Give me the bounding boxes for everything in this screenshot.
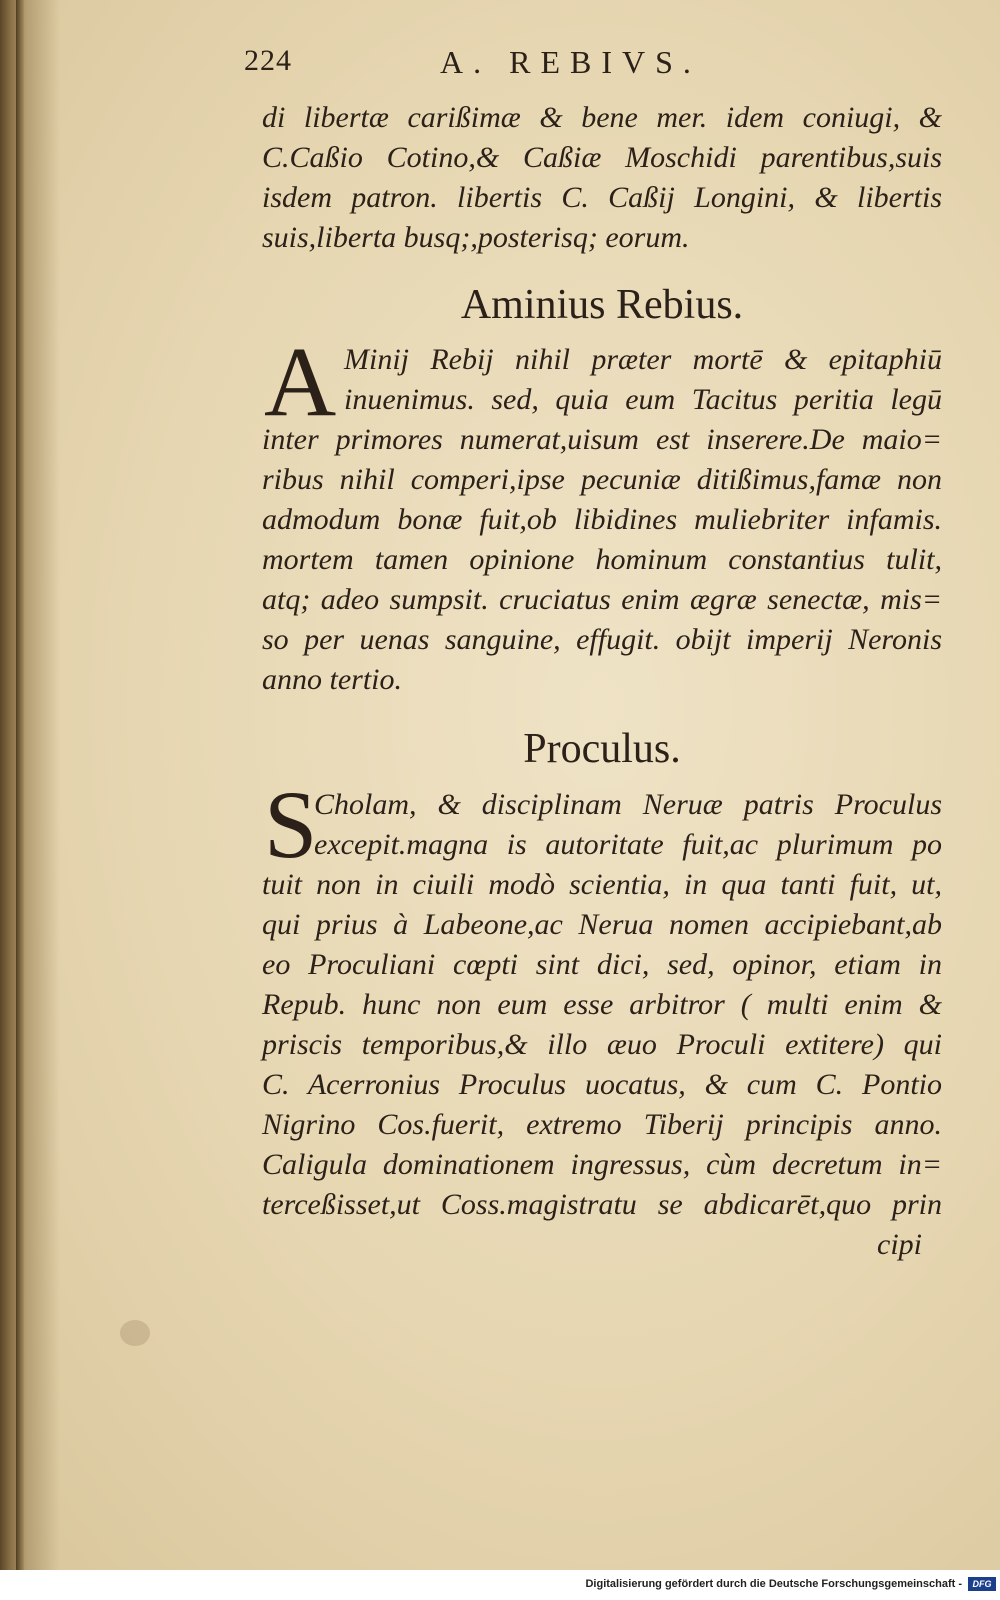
paragraph-proculus — [262, 771, 942, 1265]
text-line: excepit.magna is autoritate fuit,ac plurimum po — [314, 828, 942, 861]
text-line: atq; adeo sumpsit. cruciatus enim ægræ senectæ, mis= — [262, 583, 942, 616]
catchword: cipi — [877, 1228, 922, 1261]
binding-edge — [16, 0, 24, 1570]
text-line: Caligula dominationem ingressus, cùm decretum in= — [262, 1148, 942, 1181]
drop-cap: A — [264, 326, 337, 437]
running-head: A. REBIVS. — [440, 44, 701, 80]
text-line: terceßisset,ut Coss.magistratu se abdicarēt,quo prin — [262, 1188, 942, 1221]
text-line: isdem patron. libertis C. Caßij Longini, & libertis — [262, 181, 942, 214]
text-line: C. Acerronius Proculus uocatus, & cum C. Pontio — [262, 1068, 942, 1101]
paragraph-aminius — [262, 326, 942, 700]
digitization-footer — [0, 1570, 1000, 1600]
text-line: qui prius à Labeone,ac Nerua nomen accipiebant,ab — [262, 908, 942, 941]
text-line: anno tertio. — [262, 663, 402, 696]
text-line: priscis temporibus,& illo æuo Proculi extitere) qui — [262, 1028, 942, 1061]
text-line: inter primores numerat,uisum est inserere.De maio= — [262, 423, 942, 456]
continued-paragraph — [262, 98, 942, 258]
section-heading-aminius: Aminius Rebius. — [460, 282, 744, 328]
page-header — [240, 44, 940, 84]
text-line: eo Proculiani cœpti sint dici, sed, opinor, etiam in — [262, 948, 942, 981]
text-line: admodum bonæ fuit,ob libidines muliebriter infamis. — [262, 503, 942, 536]
book-spine-shadow — [0, 0, 60, 1570]
paper-stain — [120, 1320, 150, 1346]
text-line: ribus nihil comperi,ipse pecuniæ ditißimus,famæ non — [262, 463, 942, 496]
text-line: suis,liberta busq;,posterisq; eorum. — [262, 221, 690, 254]
text-line: inuenimus. sed, quia eum Tacitus peritia legū — [344, 383, 942, 416]
page-number: 224 — [244, 44, 292, 77]
text-line: Minij Rebij nihil præter mortē & epitaphiū — [344, 343, 942, 376]
text-line: mortem tamen opinione hominum constantius tulit, — [262, 543, 942, 576]
text-line: Nigrino Cos.fuerit, extremo Tiberij principis anno. — [262, 1108, 942, 1141]
text-line: tuit non in ciuili modò scientia, in qua tanti fuit, ut, — [262, 868, 942, 901]
funding-notice: Digitalisierung gefördert durch die Deutsche Forschungsgemeinschaft - — [585, 1578, 962, 1590]
text-line: di libertæ carißimæ & bene mer. idem coniugi, & — [262, 101, 942, 134]
dfg-logo: DFG — [968, 1577, 996, 1591]
text-line: Cholam, & disciplinam Neruæ patris Proculus — [314, 788, 942, 821]
drop-cap: S — [264, 771, 318, 878]
text-line: Repub. hunc non eum esse arbitror ( multi enim & — [262, 988, 942, 1021]
section-heading-proculus: Proculus. — [523, 726, 681, 772]
text-line: C.Caßio Cotino,& Caßiæ Moschidi parentibus,suis — [262, 141, 942, 174]
text-line: so per uenas sanguine, effugit. obijt imperij Neronis — [262, 623, 942, 656]
